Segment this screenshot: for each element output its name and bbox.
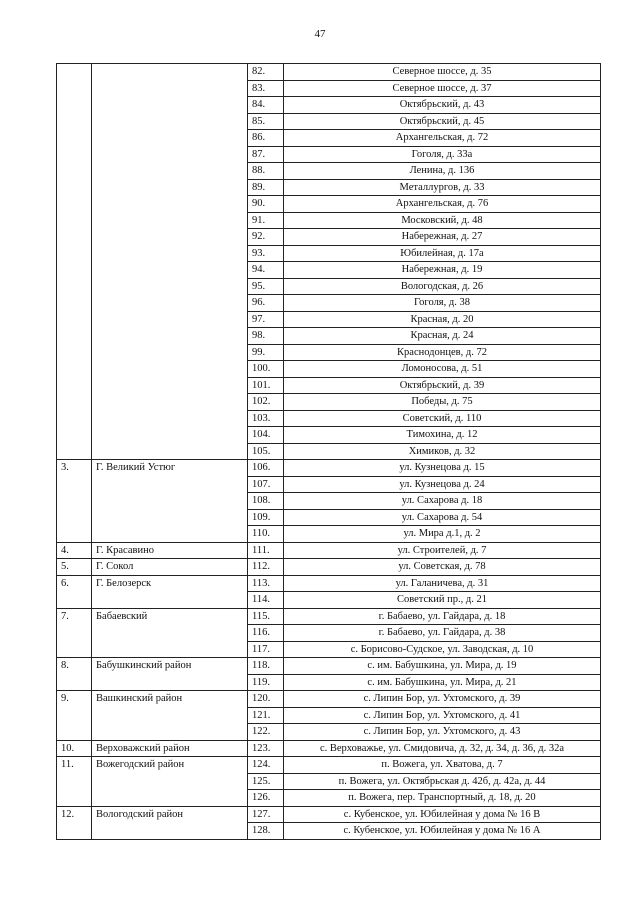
row-number: 114.	[248, 592, 284, 609]
address-cell: ул. Строителей, д. 7	[284, 542, 601, 559]
address-cell: с. Кубенское, ул. Юбилейная у дома № 16 В	[284, 806, 601, 823]
table-row	[57, 740, 601, 757]
address-cell: ул. Сахарова д. 18	[284, 493, 601, 510]
row-number: 120.	[248, 691, 284, 708]
address-cell: ул. Кузнецова д. 15	[284, 460, 601, 477]
group-locality: Верховажский район	[92, 740, 248, 757]
address-cell: Вологодская, д. 26	[284, 278, 601, 295]
row-number: 86.	[248, 130, 284, 147]
address-cell: Химиков, д. 32	[284, 443, 601, 460]
address-cell: Архангельская, д. 76	[284, 196, 601, 213]
group-number: 5.	[57, 559, 92, 576]
row-number: 85.	[248, 113, 284, 130]
address-cell: с. Борисово-Судское, ул. Заводская, д. 10	[284, 641, 601, 658]
row-number: 92.	[248, 229, 284, 246]
address-cell: ул. Сахарова д. 54	[284, 509, 601, 526]
address-cell: Ломоносова, д. 51	[284, 361, 601, 378]
table-row	[57, 460, 601, 477]
address-cell: п. Вожега, пер. Транспортный, д. 18, д. 20	[284, 790, 601, 807]
address-cell: г. Бабаево, ул. Гайдара, д. 18	[284, 608, 601, 625]
address-cell: Архангельская, д. 72	[284, 130, 601, 147]
address-cell: с. Липин Бор, ул. Ухтомского, д. 41	[284, 707, 601, 724]
row-number: 108.	[248, 493, 284, 510]
address-cell: Победы, д. 75	[284, 394, 601, 411]
address-cell: Московский, д. 48	[284, 212, 601, 229]
address-cell: с. Верховажье, ул. Смидовича, д. 32, д. 34, д. 36, д. 32а	[284, 740, 601, 757]
address-cell: Северное шоссе, д. 37	[284, 80, 601, 97]
row-number: 111.	[248, 542, 284, 559]
address-cell: с. им. Бабушкина, ул. Мира, д. 19	[284, 658, 601, 675]
group-locality: Г. Великий Устюг	[92, 460, 248, 543]
table-row	[57, 608, 601, 625]
address-cell: с. Липин Бор, ул. Ухтомского, д. 43	[284, 724, 601, 741]
address-cell: г. Бабаево, ул. Гайдара, д. 38	[284, 625, 601, 642]
table-row	[57, 806, 601, 823]
row-number: 119.	[248, 674, 284, 691]
row-number: 126.	[248, 790, 284, 807]
address-table	[56, 63, 601, 840]
address-cell: Гоголя, д. 33а	[284, 146, 601, 163]
row-number: 107.	[248, 476, 284, 493]
row-number: 95.	[248, 278, 284, 295]
table-row	[57, 757, 601, 774]
address-cell: Набережная, д. 19	[284, 262, 601, 279]
group-number	[57, 64, 92, 460]
row-number: 112.	[248, 559, 284, 576]
group-locality: Бабушкинский район	[92, 658, 248, 691]
address-cell: Октябрьский, д. 45	[284, 113, 601, 130]
row-number: 102.	[248, 394, 284, 411]
address-cell: Красная, д. 20	[284, 311, 601, 328]
group-number: 8.	[57, 658, 92, 691]
row-number: 87.	[248, 146, 284, 163]
row-number: 96.	[248, 295, 284, 312]
table-row	[57, 691, 601, 708]
row-number: 122.	[248, 724, 284, 741]
address-cell: Красная, д. 24	[284, 328, 601, 345]
address-table-body	[57, 64, 601, 840]
address-cell: Краснодонцев, д. 72	[284, 344, 601, 361]
address-cell: Советский пр., д. 21	[284, 592, 601, 609]
table-row	[57, 658, 601, 675]
row-number: 128.	[248, 823, 284, 840]
row-number: 118.	[248, 658, 284, 675]
row-number: 97.	[248, 311, 284, 328]
group-number: 4.	[57, 542, 92, 559]
group-locality: Вожегодский район	[92, 757, 248, 807]
address-cell: Октябрьский, д. 43	[284, 97, 601, 114]
address-cell: с. Кубенское, ул. Юбилейная у дома № 16 А	[284, 823, 601, 840]
row-number: 105.	[248, 443, 284, 460]
row-number: 98.	[248, 328, 284, 345]
address-cell: п. Вожега, ул. Хватова, д. 7	[284, 757, 601, 774]
row-number: 116.	[248, 625, 284, 642]
address-cell: Металлургов, д. 33	[284, 179, 601, 196]
row-number: 104.	[248, 427, 284, 444]
page-number: 47	[314, 28, 326, 40]
group-locality: Бабаевский	[92, 608, 248, 658]
address-cell: ул. Кузнецова д. 24	[284, 476, 601, 493]
row-number: 121.	[248, 707, 284, 724]
group-locality: Вашкинский район	[92, 691, 248, 741]
address-cell: с. им. Бабушкина, ул. Мира, д. 21	[284, 674, 601, 691]
row-number: 110.	[248, 526, 284, 543]
address-cell: ул. Мира д.1, д. 2	[284, 526, 601, 543]
row-number: 109.	[248, 509, 284, 526]
row-number: 83.	[248, 80, 284, 97]
row-number: 94.	[248, 262, 284, 279]
row-number: 117.	[248, 641, 284, 658]
row-number: 106.	[248, 460, 284, 477]
row-number: 113.	[248, 575, 284, 592]
row-number: 91.	[248, 212, 284, 229]
row-number: 127.	[248, 806, 284, 823]
table-row	[57, 575, 601, 592]
address-cell: Октябрьский, д. 39	[284, 377, 601, 394]
row-number: 84.	[248, 97, 284, 114]
row-number: 82.	[248, 64, 284, 81]
row-number: 100.	[248, 361, 284, 378]
address-cell: п. Вожега, ул. Октябрьская д. 42б, д. 42а, д. 44	[284, 773, 601, 790]
row-number: 99.	[248, 344, 284, 361]
table-row	[57, 64, 601, 81]
table-row	[57, 542, 601, 559]
row-number: 93.	[248, 245, 284, 262]
address-cell: ул. Советская, д. 78	[284, 559, 601, 576]
row-number: 123.	[248, 740, 284, 757]
address-cell: ул. Галаничева, д. 31	[284, 575, 601, 592]
address-cell: Тимохина, д. 12	[284, 427, 601, 444]
address-cell: Набережная, д. 27	[284, 229, 601, 246]
row-number: 125.	[248, 773, 284, 790]
group-locality	[92, 64, 248, 460]
row-number: 103.	[248, 410, 284, 427]
row-number: 115.	[248, 608, 284, 625]
group-number: 3.	[57, 460, 92, 543]
group-number: 9.	[57, 691, 92, 741]
group-number: 6.	[57, 575, 92, 608]
row-number: 88.	[248, 163, 284, 180]
row-number: 90.	[248, 196, 284, 213]
group-locality: Г. Сокол	[92, 559, 248, 576]
table-row	[57, 559, 601, 576]
group-number: 7.	[57, 608, 92, 658]
address-cell: Северное шоссе, д. 35	[284, 64, 601, 81]
address-cell: Советский, д. 110	[284, 410, 601, 427]
address-cell: Ленина, д. 136	[284, 163, 601, 180]
group-number: 11.	[57, 757, 92, 807]
address-cell: с. Липин Бор, ул. Ухтомского, д. 39	[284, 691, 601, 708]
group-number: 12.	[57, 806, 92, 839]
address-cell: Юбилейная, д. 17а	[284, 245, 601, 262]
group-locality: Г. Красавино	[92, 542, 248, 559]
row-number: 101.	[248, 377, 284, 394]
address-cell: Гоголя, д. 38	[284, 295, 601, 312]
row-number: 89.	[248, 179, 284, 196]
group-locality: Вологодский район	[92, 806, 248, 839]
group-number: 10.	[57, 740, 92, 757]
group-locality: Г. Белозерск	[92, 575, 248, 608]
row-number: 124.	[248, 757, 284, 774]
